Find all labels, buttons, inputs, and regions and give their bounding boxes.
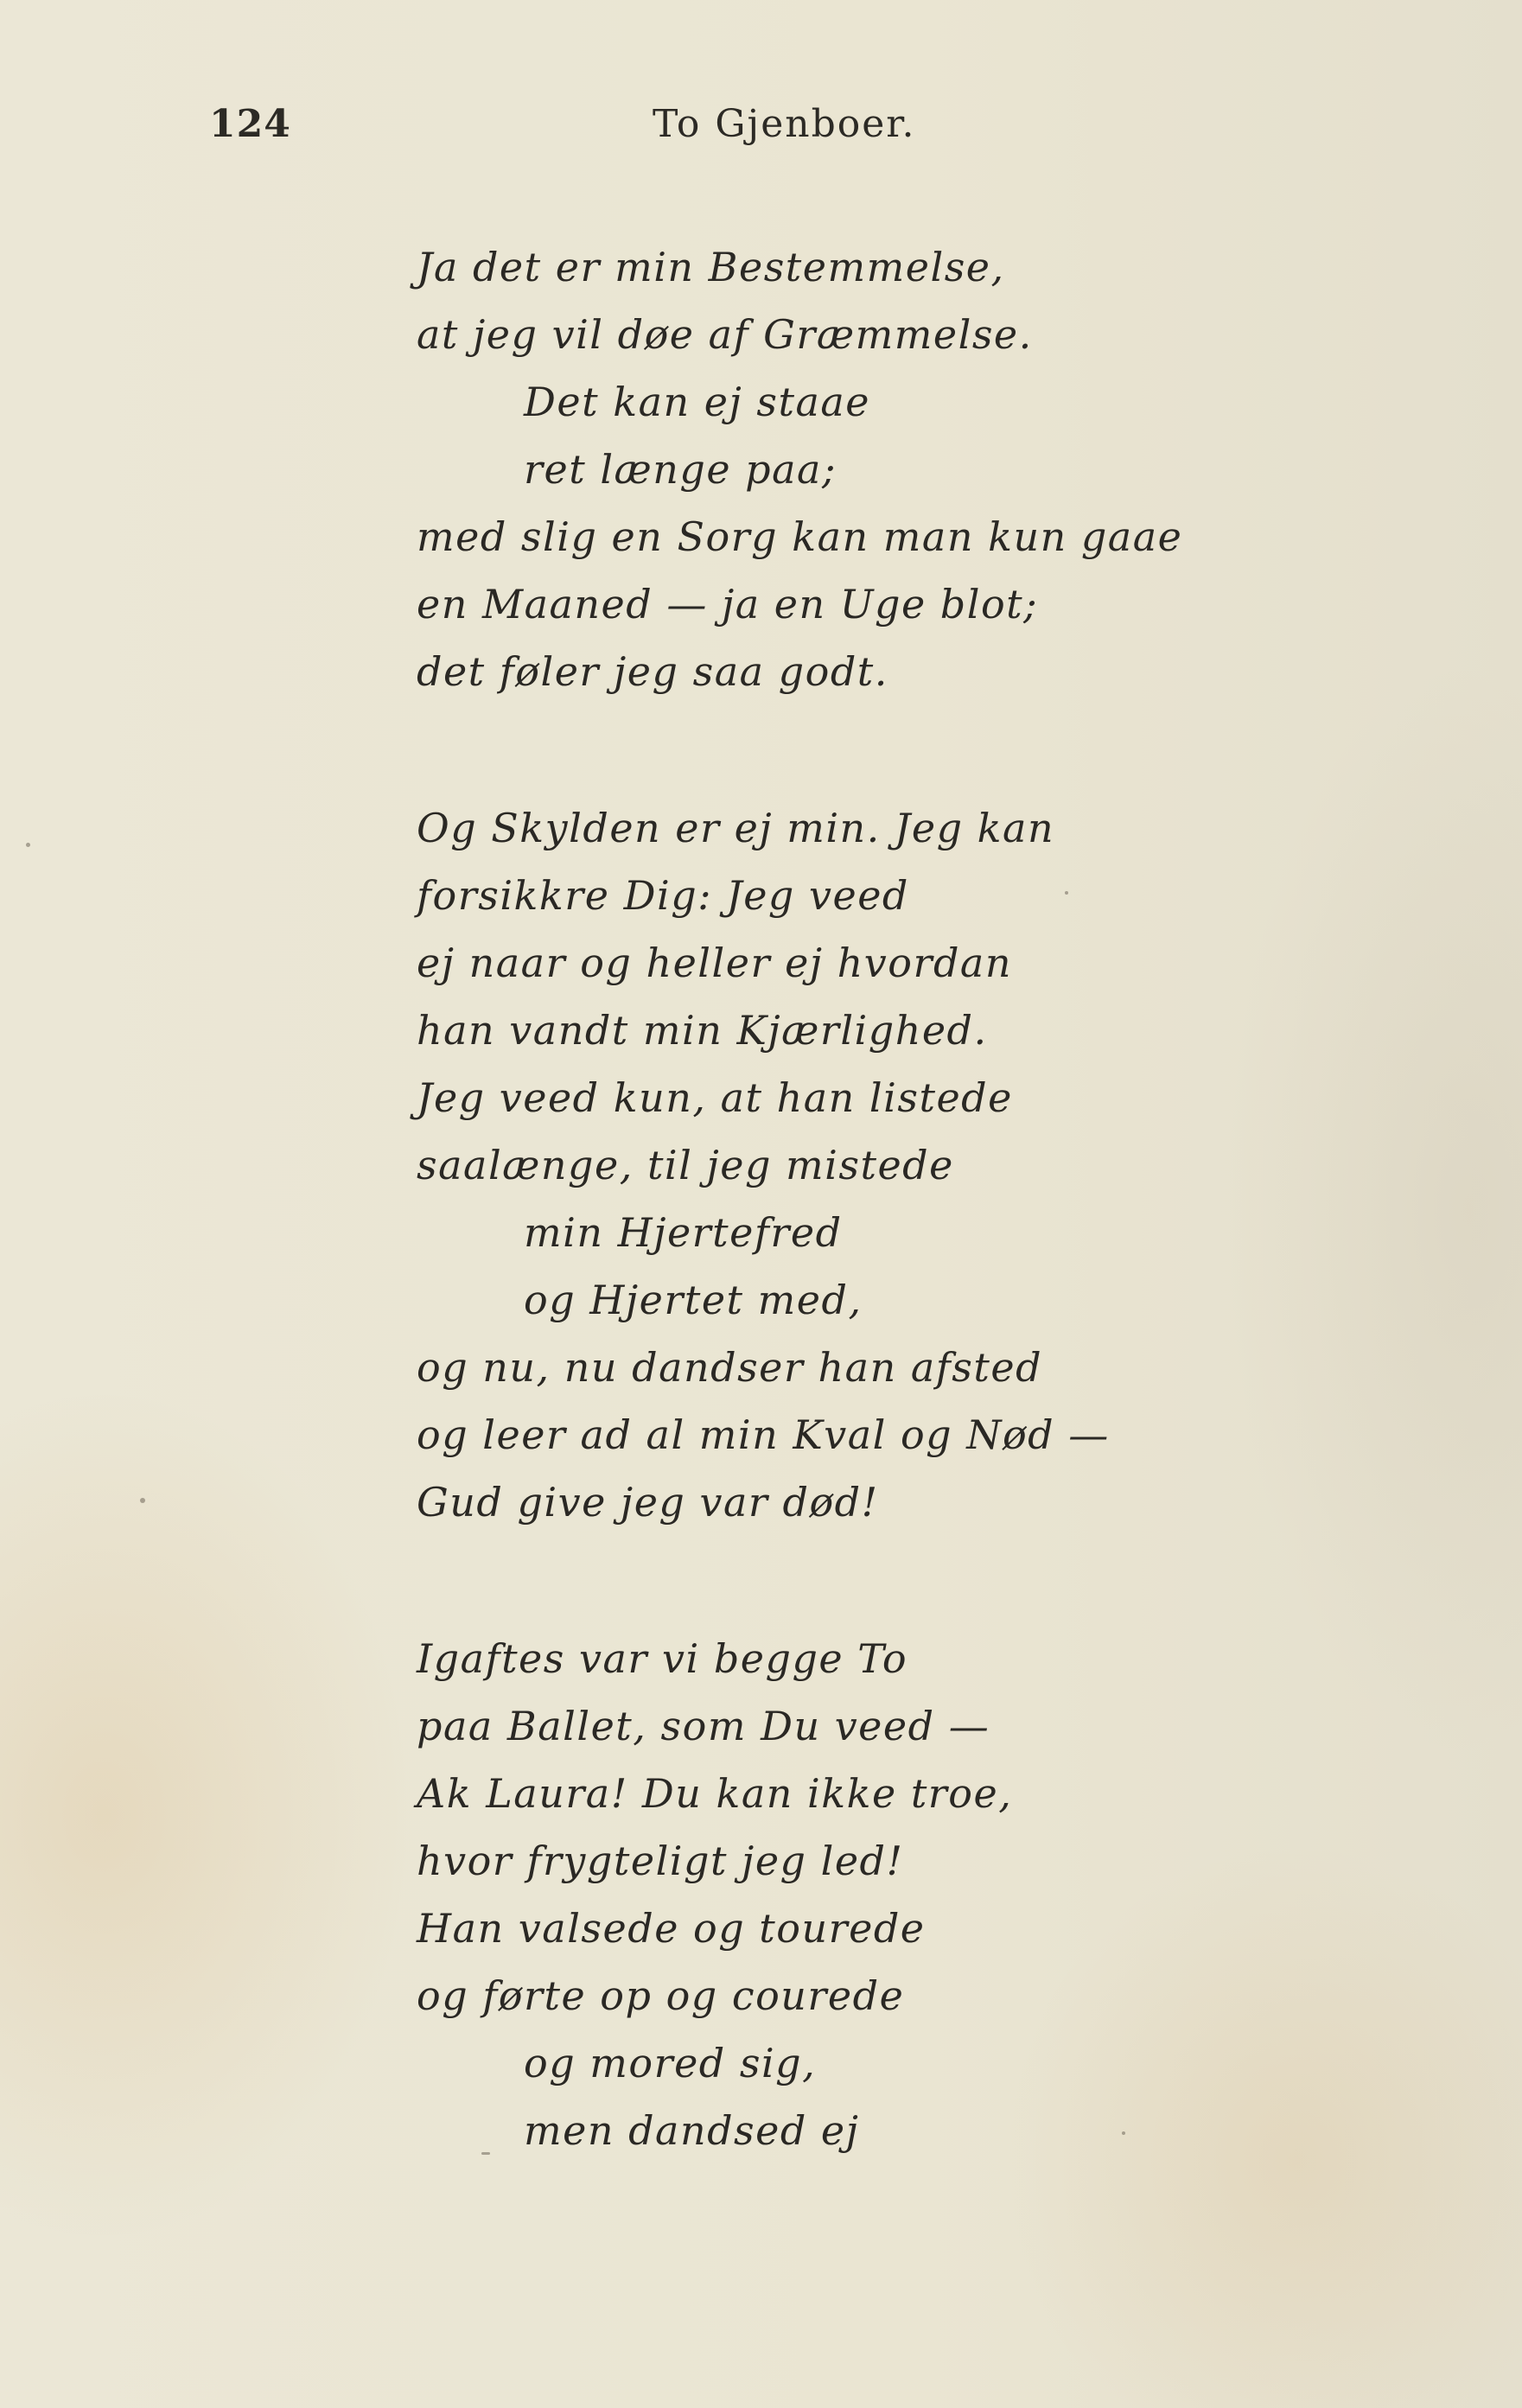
stanza-1 (417, 233, 1281, 705)
verse-line: Det kan ej staae (524, 379, 871, 425)
ink-speck (1065, 891, 1068, 895)
verse-line: han vandt min Kjærlighed. (417, 1007, 988, 1054)
verse-line: med slig en Sorg kan man kun gaae (417, 513, 1183, 560)
running-title: To Gjenboer. (653, 102, 916, 146)
verse-line: ret længe paa; (524, 446, 837, 493)
verse-line: det føler jeg saa godt. (417, 648, 888, 695)
ink-speck (26, 843, 30, 847)
running-head (0, 102, 1522, 162)
verse-line: en Maaned — ja en Uge blot; (417, 581, 1039, 627)
ink-speck (140, 1498, 145, 1503)
verse-line: men dandsed ej (524, 2107, 860, 2154)
stanza-3 (417, 1625, 1281, 2164)
verse-line: Gud give jeg var død! (417, 1479, 879, 1526)
verse-line: at jeg vil døe af Græmmelse. (417, 311, 1033, 358)
poem (417, 233, 1281, 2164)
verse-line: saalænge, til jeg mistede (417, 1142, 954, 1188)
ink-speck (1122, 2131, 1125, 2135)
verse-line: ej naar og heller ej hvordan (417, 940, 1012, 986)
verse-line: Igaftes var vi begge To (417, 1635, 908, 1682)
verse-line: Og Skylden er ej min. Jeg kan (417, 805, 1055, 851)
page-number: 124 (209, 102, 291, 146)
verse-line: paa Ballet, som Du veed — (417, 1703, 990, 1749)
verse-line: og Hjertet med, (524, 1277, 863, 1323)
verse-line: hvor frygteligt jeg led! (417, 1838, 904, 1884)
stanza-2 (417, 794, 1281, 1536)
verse-line: og mored sig, (524, 2040, 817, 2086)
verse-line: Jeg veed kun, at han listede (417, 1074, 1013, 1121)
verse-line: og nu, nu dandser han afsted (417, 1344, 1043, 1391)
verse-line: Ak Laura! Du kan ikke troe, (417, 1770, 1013, 1817)
verse-line: min Hjertefred (524, 1209, 843, 1256)
verse-line: og leer ad al min Kval og Nød — (417, 1411, 1110, 1458)
verse-line: forsikkre Dig: Jeg veed (417, 872, 909, 919)
ink-speck (481, 2152, 490, 2155)
verse-line: Ja det er min Bestemmelse, (417, 244, 1005, 290)
verse-line: og førte op og courede (417, 1972, 905, 2019)
verse-line: Han valsede og tourede (417, 1905, 926, 1952)
